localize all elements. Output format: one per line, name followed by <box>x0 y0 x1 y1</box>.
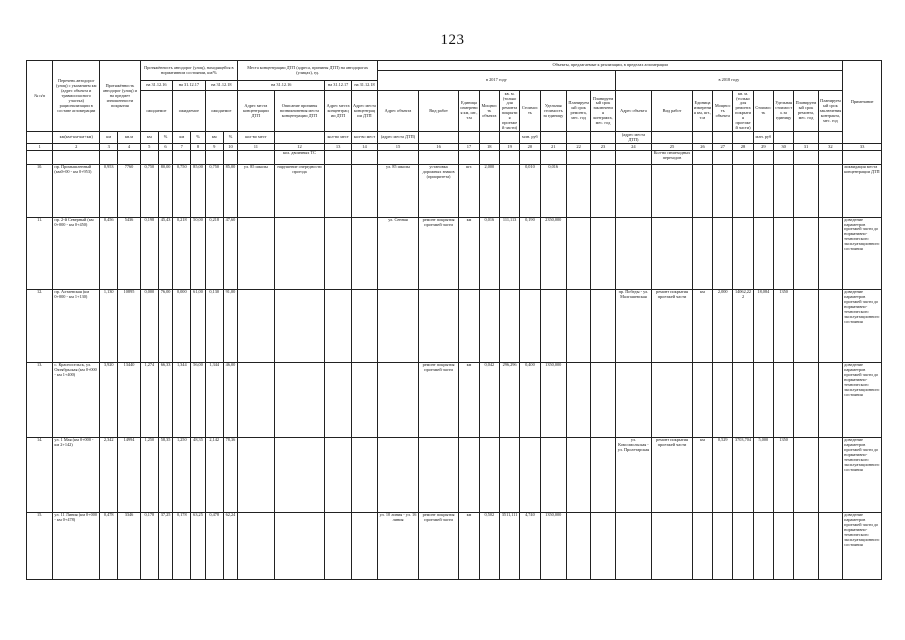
cell-cost18: 5,000 <box>753 438 773 513</box>
column-number: 19 <box>499 144 519 150</box>
hdr-as-of-18: на 31.12.18 <box>205 81 237 91</box>
hdr-unit-cost-17: Удельная стоимость за единицу <box>540 91 566 132</box>
column-number: 27 <box>713 144 733 150</box>
notes-row <box>27 150 882 164</box>
column-number: 28 <box>733 144 753 150</box>
cell-c10: 62,24 <box>223 513 237 580</box>
cell-cost17 <box>520 438 540 513</box>
cell-len-kvm: 3346 <box>118 513 140 580</box>
cell-plan17 <box>566 513 590 580</box>
cell-work17: ремонт покрытия проезжей части <box>418 217 459 290</box>
hdr-dtp-causes: Описание причины возникновения места концентрации ДТП <box>274 91 325 132</box>
cell-dtp-cause <box>274 290 325 363</box>
cell-len-km: 2,342 <box>100 438 118 513</box>
cell-work18 <box>652 513 693 580</box>
cell-cap17: 0,016 <box>479 217 499 290</box>
cell-c5: 1,274 <box>140 363 158 438</box>
cell-dtp-exp-addr <box>325 363 351 438</box>
cell-plan18 <box>794 438 818 513</box>
column-number: 18 <box>479 144 499 150</box>
cell-len-km: 3,920 <box>100 363 118 438</box>
row-number: 13. <box>27 363 53 438</box>
cell-ucost18: 1350 <box>773 438 793 513</box>
cell-len-km: 0,953 <box>100 164 118 217</box>
cell-contr18 <box>818 438 843 513</box>
cell-dtp-exp-addr <box>325 438 351 513</box>
cell-unit18 <box>692 217 712 290</box>
cell-c7: 0,178 <box>173 513 191 580</box>
cell-dtp-exp-addr <box>325 164 351 217</box>
cell-sqm17: 296,296 <box>499 363 519 438</box>
column-number: 11 <box>238 144 275 150</box>
cell-dtp-addr <box>238 217 275 290</box>
column-number: 13 <box>325 144 351 150</box>
cell-plan17 <box>566 363 590 438</box>
table-row <box>27 363 882 438</box>
cell-c10: 47,60 <box>223 217 237 290</box>
cell-obj18 <box>615 363 652 438</box>
cell-dtp-addr <box>238 438 275 513</box>
column-number: 25 <box>652 144 693 150</box>
hdr-2018: в 2018 году <box>615 71 843 91</box>
table-row <box>27 438 882 513</box>
remark-cell: ликвидация места концентрации ДТП <box>843 164 882 217</box>
column-number: 33 <box>843 144 882 150</box>
cell-cap17: 2,000 <box>479 164 499 217</box>
cell-unit18 <box>692 513 712 580</box>
column-number: 6 <box>158 144 172 150</box>
cell-ucost18 <box>773 217 793 290</box>
hdr-as-of-16: на 31.12.16 <box>140 81 172 91</box>
cell-sqm17: 3511,111 <box>499 513 519 580</box>
cell-cap17 <box>479 438 499 513</box>
column-number: 8 <box>191 144 205 150</box>
cell-len-km: 1,130 <box>100 290 118 363</box>
cell-sqm17 <box>499 290 519 363</box>
cell-contr17 <box>591 290 615 363</box>
cell-cost17: 4,740 <box>520 513 540 580</box>
cell-c8: 63,25 <box>191 513 205 580</box>
cell-c9: 0,130 <box>205 290 223 363</box>
cell-plan18 <box>794 164 818 217</box>
column-number: 7 <box>173 144 191 150</box>
cell-cap18: 0,529 <box>713 438 733 513</box>
cell-cost17: 0,190 <box>520 217 540 290</box>
cell-obj17: ул. 10 линия - ул. 16 линия <box>378 513 419 580</box>
hdr-plan-contract-18: Планируемый срок заключения контракта, мес. год <box>818 91 843 132</box>
cell-dtp-cause: нарушение очередности проезда <box>274 164 325 217</box>
hdr-exp-1: ожидаемое <box>140 91 172 132</box>
cell-contr17 <box>591 164 615 217</box>
road-name: ул. 11 Линия (км 0+000 - км 0+478) <box>53 513 100 580</box>
cell-contr18 <box>818 217 843 290</box>
road-objects-table <box>26 60 882 580</box>
cell-work17: ремонт покрытия проезжей части <box>418 363 459 438</box>
cell-dtp-exp-addr <box>325 217 351 290</box>
cell-contr18 <box>818 363 843 438</box>
cell-c7: 1,344 <box>173 363 191 438</box>
cell-contr18 <box>818 513 843 580</box>
cell-c7: 0,218 <box>173 217 191 290</box>
cell-cost18 <box>753 164 773 217</box>
cell-plan17 <box>566 438 590 513</box>
column-number: 20 <box>520 144 540 150</box>
hdr-as-of-17: на 31.12.17 <box>173 81 205 91</box>
hdr-dtp-addr-18: Адрес места концентрации ДТП <box>351 91 377 132</box>
column-number: 24 <box>615 144 652 150</box>
hdr-dtp: Места концентрации ДТП (адреса, причины ДТП) на автодорогах (улицах), ед. <box>238 61 378 81</box>
cell-dtp-exp <box>351 290 377 363</box>
row-number: 11. <box>27 217 53 290</box>
hdr-unit-cost-18: Удельная стоимость за единицу <box>773 91 793 132</box>
cell-contr17 <box>591 513 615 580</box>
column-number: 22 <box>566 144 590 150</box>
hdr-obj-addr-17: Адрес объекта <box>378 91 419 132</box>
hdr-obj-addr-18: Адрес объекта <box>615 91 652 132</box>
cell-c9: 0,478 <box>205 513 223 580</box>
cell-sqm18 <box>733 363 753 438</box>
column-number: 21 <box>540 144 566 150</box>
cell-c5: 0,198 <box>140 217 158 290</box>
cell-ucost18 <box>773 363 793 438</box>
hdr-plan-repair-18: Планируемый срок ремонта, мес. год <box>794 91 818 132</box>
cell-len-kvm: 5436 <box>118 217 140 290</box>
cell-cost18 <box>753 513 773 580</box>
column-number: 32 <box>818 144 843 150</box>
table-row <box>27 513 882 580</box>
unit-kvm: кв.м <box>118 132 140 144</box>
cell-plan18 <box>794 290 818 363</box>
hdr-dtp-16: на 31.12.16 <box>238 81 325 91</box>
row-number: 10. <box>27 164 53 217</box>
cell-work18 <box>652 217 693 290</box>
row-number: 14. <box>27 438 53 513</box>
cell-ucost18 <box>773 164 793 217</box>
cell-plan17 <box>566 290 590 363</box>
cell-plan17 <box>566 217 590 290</box>
column-number: 15 <box>378 144 419 150</box>
hdr-plan-contract-17: Планируемый срок заключения контракта, мес. год <box>591 91 615 132</box>
hdr-dtp-address: Адрес места концентрации ДТП <box>238 91 275 132</box>
cell-work18: ремонт покрытия проезжей части <box>652 438 693 513</box>
cell-unit17: км <box>459 363 479 438</box>
cell-dtp-cause <box>274 438 325 513</box>
cell-c8: 61,00 <box>191 290 205 363</box>
cell-c6: 37,25 <box>158 513 172 580</box>
cell-cap18 <box>713 363 733 438</box>
cell-dtp-addr: ул. 85 школы <box>238 164 275 217</box>
hdr-sqm-17: кв. м. (только для ремонта покрытия проезжей части) <box>499 91 519 132</box>
cell-dtp-addr <box>238 513 275 580</box>
cell-ucost18 <box>773 513 793 580</box>
remark-cell: доведение параметров проезжей части до нормативно-технического эксплуатационного состояния <box>843 217 882 290</box>
cell-unit17: км <box>459 513 479 580</box>
hdr-remark: Примечание <box>843 61 882 144</box>
cell-cap17: 0,502 <box>479 513 499 580</box>
cell-cost17: 0,010 <box>520 164 540 217</box>
header-row-units: км(км+км-км+км) км кв.м км % км % км % кол-во мест кол-во мест кол-во мест (адрес места ДТП) млн. руб (адрес места ДТП) млн. руб <box>27 132 882 144</box>
hdr-unit-18: Единица измерения км, шт., т.м <box>692 91 712 132</box>
hdr-2017: в 2017 году <box>378 71 615 91</box>
road-name: с. Красносельск, ул. Октябрьская (км 0+000 - км 1+400) <box>53 363 100 438</box>
column-number: 16 <box>418 144 459 150</box>
cell-work17 <box>418 290 459 363</box>
column-number: 23 <box>591 144 615 150</box>
road-name: ул. 1 Мая (км 0+000 - км 2+142) <box>53 438 100 513</box>
hdr-num: № п/п <box>27 61 53 132</box>
road-name: пр. 2-й Северный (км 0+000 - км 0+450) <box>53 217 100 290</box>
hdr-exp-2: ожидаемое <box>173 91 205 132</box>
cell-sqm17 <box>499 164 519 217</box>
cell-sqm17: 111,113 <box>499 217 519 290</box>
cell-ucost17: 1350,000 <box>540 513 566 580</box>
column-number: 29 <box>753 144 773 150</box>
cell-contr17 <box>591 217 615 290</box>
cell-cost18 <box>753 363 773 438</box>
column-number: 5 <box>140 144 158 150</box>
cell-sqm18 <box>733 217 753 290</box>
cell-c9: 0,218 <box>205 217 223 290</box>
hdr-capacity-18: Мощность объекта <box>713 91 733 132</box>
cell-len-kvm: 13440 <box>118 363 140 438</box>
cell-ucost17 <box>540 438 566 513</box>
cell-len-kvm: 10895 <box>118 290 140 363</box>
cell-ucost17: 0,016 <box>540 164 566 217</box>
cell-len-km: 0,456 <box>100 217 118 290</box>
cell-c10: 78,36 <box>223 438 237 513</box>
cell-contr17 <box>591 438 615 513</box>
cell-dtp-addr <box>238 363 275 438</box>
cell-dtp-exp-addr <box>325 290 351 363</box>
cell-c7: 1,250 <box>173 438 191 513</box>
cell-c8: 50,00 <box>191 217 205 290</box>
cell-c7: 0,000 <box>173 290 191 363</box>
cell-unit17: шт. <box>459 164 479 217</box>
cell-ucost17 <box>540 290 566 363</box>
cell-obj17: ул. Сенная <box>378 217 419 290</box>
cell-c8: 85,00 <box>191 164 205 217</box>
cell-obj17 <box>378 363 419 438</box>
hdr-objects: Объекты, предлагаемые к реализации, в пределах агломерации <box>378 61 843 71</box>
cell-work18 <box>652 363 693 438</box>
cell-work17 <box>418 438 459 513</box>
cell-obj18 <box>615 164 652 217</box>
column-number: 14 <box>351 144 377 150</box>
cell-work18 <box>652 164 693 217</box>
column-number: 26 <box>692 144 712 150</box>
cell-obj18 <box>615 217 652 290</box>
column-number: 4 <box>118 144 140 150</box>
note-crossings: Кол-во пешеходных переходов <box>652 150 693 164</box>
cell-ucost17: 2350,000 <box>540 217 566 290</box>
cell-c5: 0,000 <box>140 290 158 363</box>
hdr-work-17: Вид работ <box>418 91 459 132</box>
cell-obj18: ул. Комсомольская - ул. Пролетарская <box>615 438 652 513</box>
cell-c6: 66,33 <box>158 363 172 438</box>
cell-dtp-exp <box>351 363 377 438</box>
table-row <box>27 290 882 363</box>
cell-cost18: 18,084 <box>753 290 773 363</box>
header-row-4 <box>27 91 882 132</box>
cell-obj17 <box>378 438 419 513</box>
cell-obj18 <box>615 513 652 580</box>
header-row-1 <box>27 61 882 71</box>
row-number: 15. <box>27 513 53 580</box>
cell-plan18 <box>794 363 818 438</box>
note-ts: кол. двоичных ТС <box>274 150 325 164</box>
cell-unit18 <box>692 164 712 217</box>
cell-plan18 <box>794 217 818 290</box>
cell-cap17 <box>479 290 499 363</box>
cell-cap18: 2,000 <box>713 290 733 363</box>
cell-dtp-exp-addr <box>325 513 351 580</box>
cell-dtp-cause <box>274 513 325 580</box>
cell-plan17 <box>566 164 590 217</box>
cell-len-kvm: 14994 <box>118 438 140 513</box>
remark-cell: доведение параметров проезжей части до нормативно-технического эксплуатационного состояния <box>843 290 882 363</box>
cell-unit17 <box>459 438 479 513</box>
cell-sqm18: 3703,704 <box>733 438 753 513</box>
page-number: 123 <box>440 32 465 48</box>
column-number: 9 <box>205 144 223 150</box>
column-number: 31 <box>794 144 818 150</box>
cell-len-km: 0,478 <box>100 513 118 580</box>
hdr-work-18: Вид работ <box>652 91 693 132</box>
cell-ucost18: 1350 <box>773 290 793 363</box>
cell-c5: 0,178 <box>140 513 158 580</box>
cell-cap18 <box>713 217 733 290</box>
hdr-sqm-18: кв. м. (только для ремонта покрытия проезжей части) <box>733 91 753 132</box>
cell-cap18 <box>713 164 733 217</box>
cell-dtp-exp <box>351 513 377 580</box>
cell-plan18 <box>794 513 818 580</box>
hdr-cost-18: Стоимость <box>753 91 773 132</box>
cell-unit18: км <box>692 290 712 363</box>
cell-c5: 0,750 <box>140 164 158 217</box>
cell-c9: 0,750 <box>205 164 223 217</box>
remark-cell: доведение параметров проезжей части до нормативно-технического эксплуатационного состояния <box>843 513 882 580</box>
cell-contr17 <box>591 363 615 438</box>
cell-work17: ремонт покрытия проезжей части <box>418 513 459 580</box>
road-name: пр. Промышленный (км0+00 - км 0+953) <box>53 164 100 217</box>
cell-cost17: 0,400 <box>520 363 540 438</box>
cell-c9: 2,142 <box>205 438 223 513</box>
road-name: пр. Алтаевская (км 0+000 - км 1+130) <box>53 290 100 363</box>
cell-work18: ремонт покрытия проезжей части <box>652 290 693 363</box>
cell-obj18: пр. Победы - ул. Малгашевская <box>615 290 652 363</box>
cell-c5: 1,250 <box>140 438 158 513</box>
cell-cap17: 0,042 <box>479 363 499 438</box>
cell-c6: 76,00 <box>158 290 172 363</box>
column-number: 1 <box>27 144 53 150</box>
table-row <box>27 217 882 290</box>
hdr-exp-3: ожидаемое <box>205 91 237 132</box>
remark-cell: доведение параметров проезжей части до нормативно-технического эксплуатационного состояния <box>843 438 882 513</box>
cell-sqm17 <box>499 438 519 513</box>
hdr-dtp-addr-17: Адрес места концентрации ДТП <box>325 91 351 132</box>
cell-cost18 <box>753 217 773 290</box>
cell-obj17: ул. 85 школы <box>378 164 419 217</box>
cell-dtp-exp <box>351 164 377 217</box>
cell-c9: 1,344 <box>205 363 223 438</box>
cell-sqm18 <box>733 513 753 580</box>
cell-work17: установка дорожных знаков (приоритета) <box>418 164 459 217</box>
cell-cost17 <box>520 290 540 363</box>
cell-unit17 <box>459 290 479 363</box>
hdr-cost-17: Стоимость <box>520 91 540 132</box>
cell-cap18 <box>713 513 733 580</box>
hdr-norm-length: Протяжённость автодорог (улиц), находящейся в нормативном состоянии, км/% <box>140 61 237 81</box>
cell-unit17: км <box>459 217 479 290</box>
cell-c7: 0,750 <box>173 164 191 217</box>
cell-dtp-exp <box>351 438 377 513</box>
cell-unit18 <box>692 363 712 438</box>
cell-contr18 <box>818 164 843 217</box>
cell-sqm18 <box>733 164 753 217</box>
cell-c10: 91,00 <box>223 290 237 363</box>
column-number: 3 <box>100 144 118 150</box>
unit-km-km: км(км+км-км+км) <box>53 132 100 144</box>
cell-c8: 48,35 <box>191 438 205 513</box>
hdr-name: Перечень автодорог (улиц) с указанием км (адрес объекта и травмоопасного участка) рационализации в составе агломерации <box>53 61 100 132</box>
cell-dtp-addr <box>238 290 275 363</box>
hdr-dtp-17: на 31.12.17 <box>325 81 351 91</box>
cell-sqm18: 14062,222 <box>733 290 753 363</box>
column-number: 2 <box>53 144 100 150</box>
hdr-dtp-18: на 31.12.18 <box>351 81 377 91</box>
column-number: 30 <box>773 144 793 150</box>
hdr-length: Протяжённость автодорог (улиц) и на предмет изношенности покрытия <box>100 61 141 132</box>
cell-contr18 <box>818 290 843 363</box>
cell-c6: 80,00 <box>158 164 172 217</box>
cell-c6: 45,43 <box>158 217 172 290</box>
column-number: 10 <box>223 144 237 150</box>
remark-cell: доведение параметров проезжей части до нормативно-технического эксплуатационного состояния <box>843 363 882 438</box>
hdr-unit-17: Единица измерения км, шт., т.м <box>459 91 479 132</box>
cell-c6: 58,35 <box>158 438 172 513</box>
hdr-capacity-17: Мощность объекта <box>479 91 499 132</box>
column-number: 12 <box>274 144 325 150</box>
hdr-plan-repair-17: Планируемый срок ремонта, мес. год <box>566 91 590 132</box>
cell-len-kvm: 7760 <box>118 164 140 217</box>
cell-dtp-cause <box>274 363 325 438</box>
column-number: 17 <box>459 144 479 150</box>
cell-ucost17: 1350,000 <box>540 363 566 438</box>
cell-unit18: км <box>692 438 712 513</box>
cell-c10: 46,00 <box>223 363 237 438</box>
row-number: 12. <box>27 290 53 363</box>
cell-dtp-exp <box>351 217 377 290</box>
cell-c10: 85,00 <box>223 164 237 217</box>
cell-obj17 <box>378 290 419 363</box>
cell-dtp-cause <box>274 217 325 290</box>
unit-km: км <box>100 132 118 144</box>
cell-c8: 56,00 <box>191 363 205 438</box>
table-row <box>27 164 882 217</box>
